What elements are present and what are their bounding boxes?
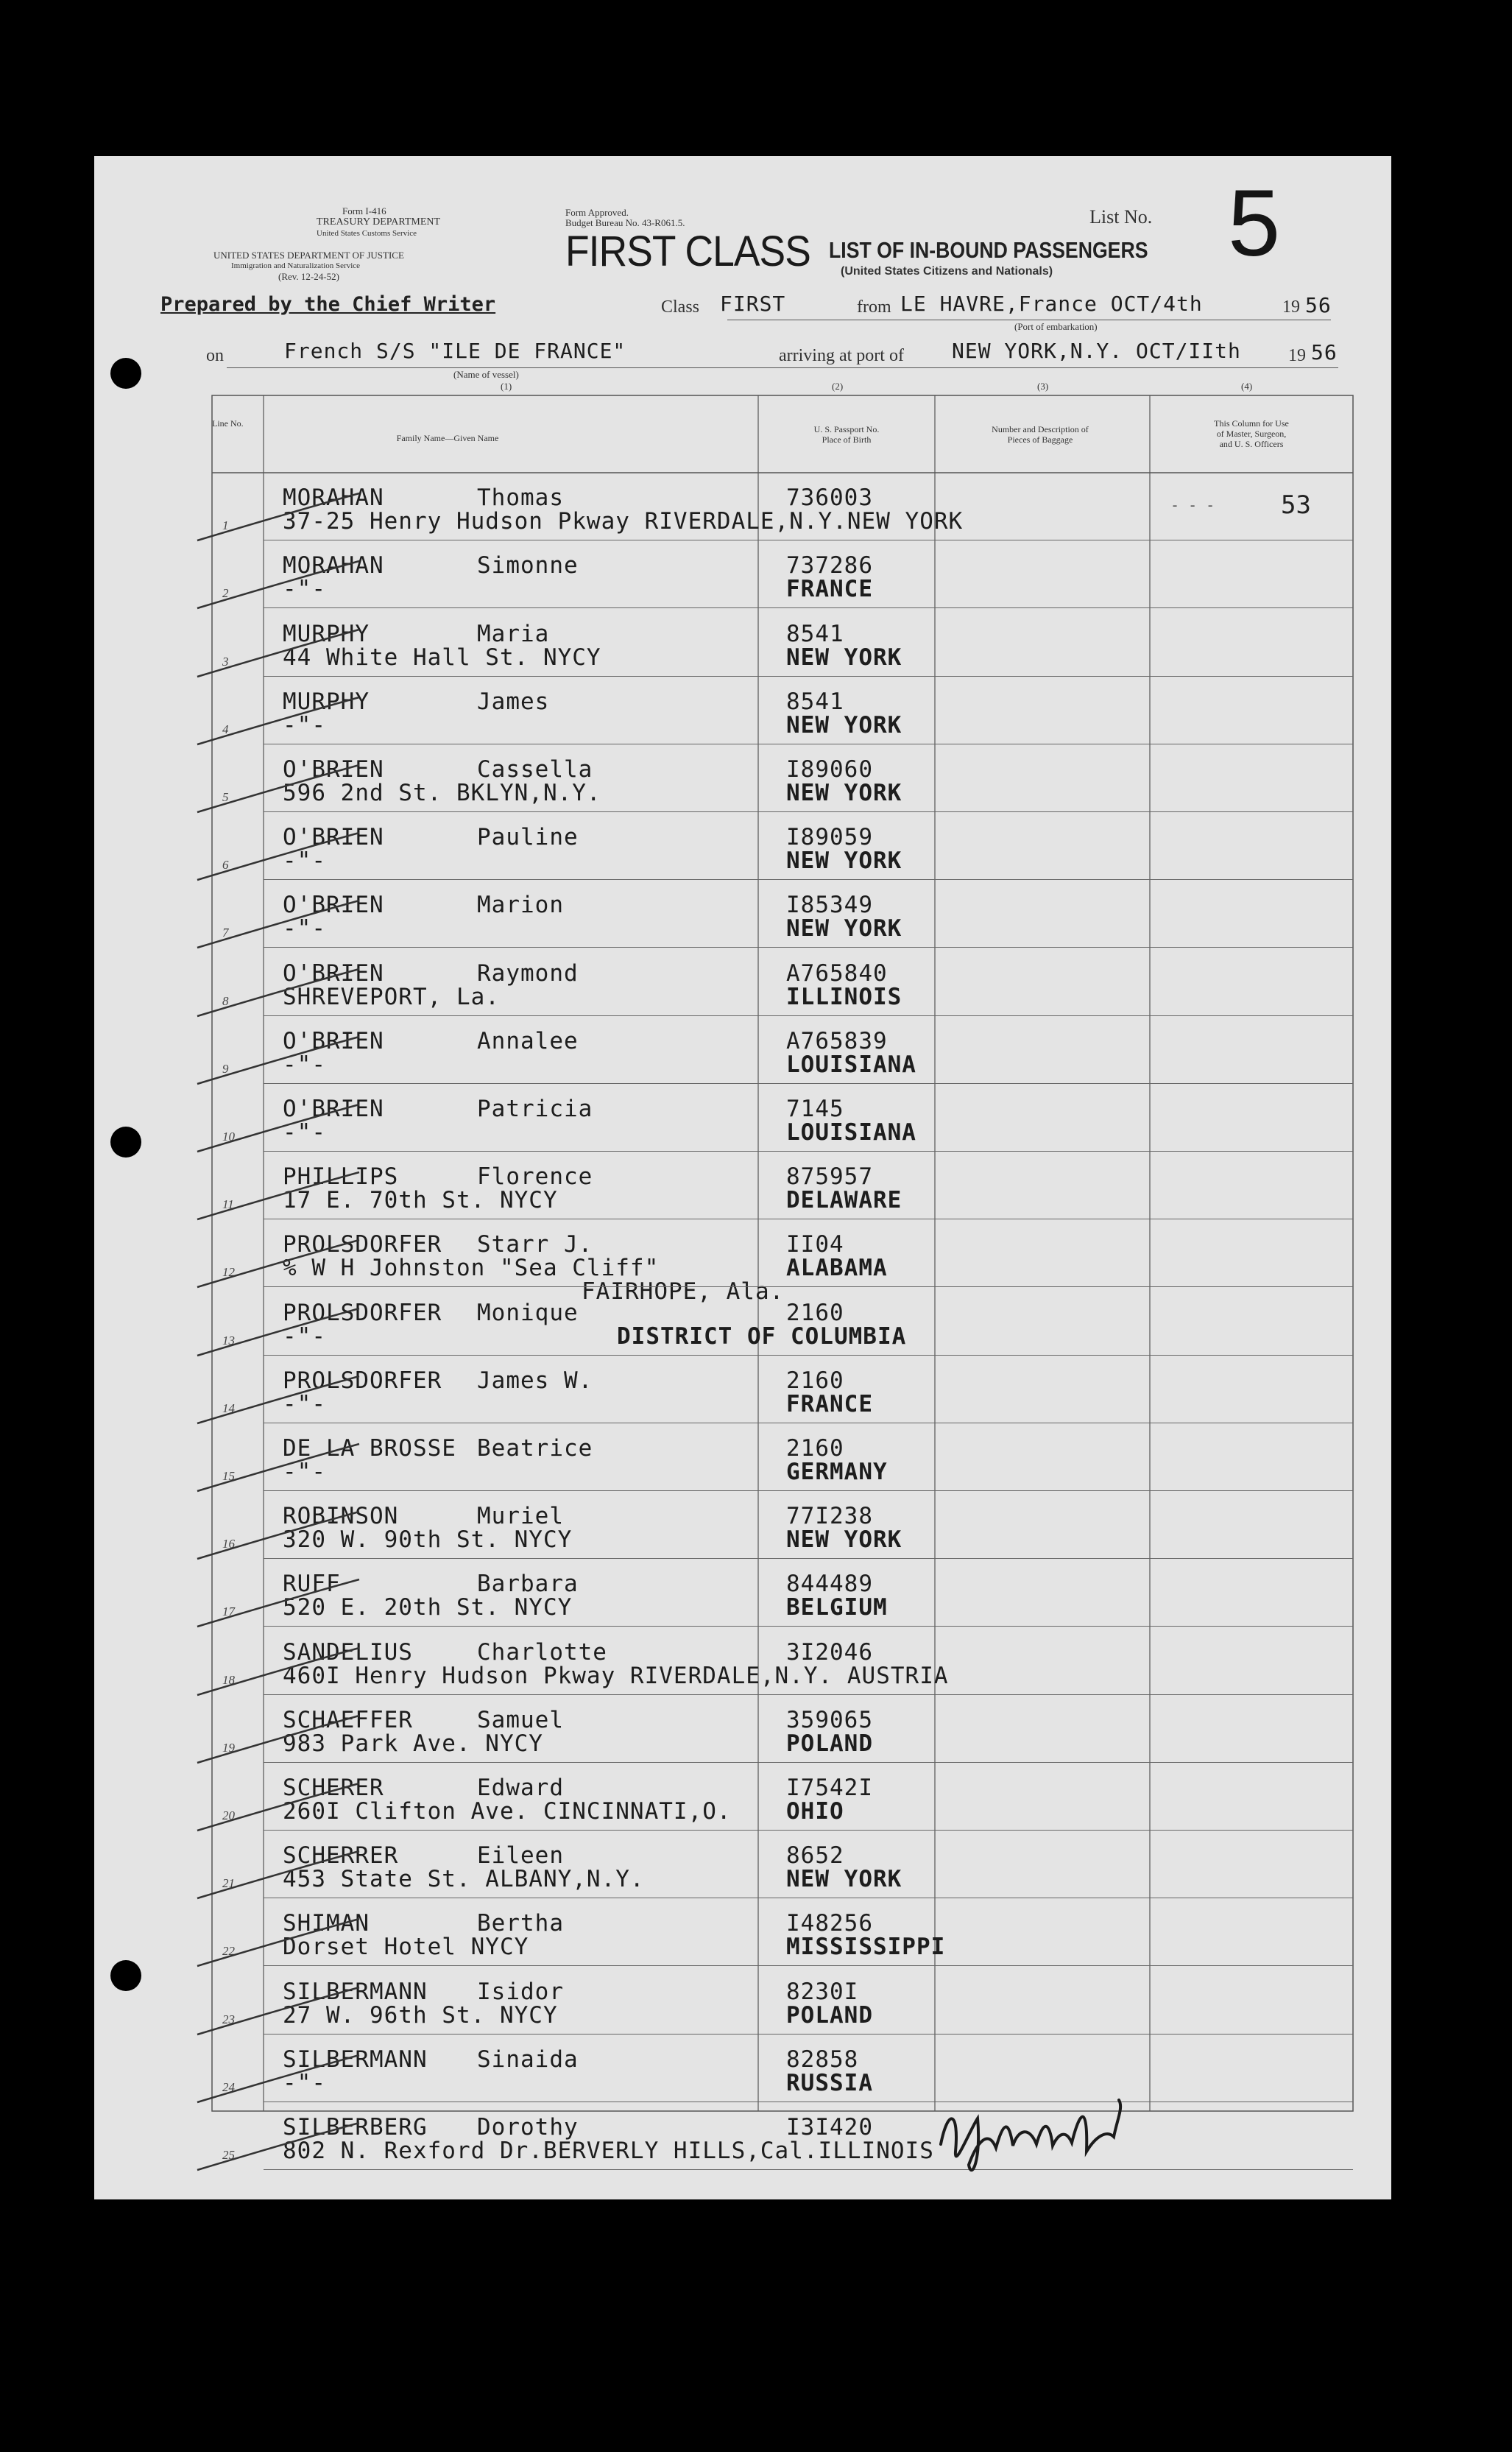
table-row	[94, 1084, 1391, 1152]
address: 460I Henry Hudson Pkway RIVERDALE,N.Y. AUSTRIA	[283, 1662, 949, 1689]
passport-number: II04	[786, 1231, 844, 1258]
family-name: O'BRIEN	[283, 959, 384, 987]
family-name: SANDELIUS	[283, 1638, 413, 1666]
place-of-birth: NEW YORK	[786, 711, 902, 739]
passport-number: 8541	[786, 688, 844, 715]
given-name: Cassella	[477, 755, 593, 783]
family-name: SILBERBERG	[283, 2113, 428, 2141]
place-of-birth: OHIO	[786, 1797, 844, 1825]
address: 17 E. 70th St. NYCY	[283, 1187, 558, 1214]
check-mark-icon	[183, 1440, 374, 1498]
family-name: MURPHY	[283, 620, 370, 647]
table-row	[94, 1287, 1391, 1355]
family-name: ROBINSON	[283, 1503, 399, 1530]
address: 260I Clifton Ave. CINCINNATI,O.	[283, 1797, 732, 1825]
check-mark-icon	[183, 1100, 374, 1159]
table-row	[94, 880, 1391, 948]
year2-suffix: 56	[1311, 340, 1338, 364]
given-name: Charlotte	[477, 1638, 607, 1666]
passport-number: 3I2046	[786, 1638, 873, 1666]
passport-number: I48256	[786, 1910, 873, 1937]
from-label: from	[857, 297, 891, 317]
line-number: 21	[222, 1876, 235, 1891]
address: -"-	[283, 915, 326, 943]
table-row	[94, 677, 1391, 744]
table-row	[94, 1356, 1391, 1423]
table-row	[94, 1559, 1391, 1627]
place-of-birth: BELGIUM	[786, 1594, 888, 1621]
place-of-birth: ALABAMA	[786, 1255, 888, 1282]
table-row	[94, 812, 1391, 880]
vessel-name: French S/S "ILE DE FRANCE"	[284, 339, 626, 363]
given-name: Sinaida	[477, 2046, 579, 2073]
given-name: Isidor	[477, 1978, 564, 2005]
address: % W H Johnston "Sea Cliff"	[283, 1255, 660, 1282]
passport-header-line1: U. S. Passport No.	[813, 424, 880, 434]
punch-hole-middle	[110, 1127, 141, 1158]
customs-service: United States Customs Service	[317, 229, 417, 238]
address-line-2: FAIRHOPE, Ala.	[582, 1278, 785, 1306]
prepared-by: Prepared by the Chief Writer	[160, 293, 496, 316]
place-of-birth: LOUISIANA	[786, 1051, 916, 1078]
table-row	[94, 1219, 1391, 1306]
line-number: 20	[222, 1808, 235, 1822]
place-of-birth: NEW YORK	[786, 1526, 902, 1554]
table-row	[94, 1491, 1391, 1559]
punch-hole-top	[110, 358, 141, 389]
justice-dept: UNITED STATES DEPARTMENT OF JUSTICE	[213, 250, 404, 261]
address: 27 W. 96th St. NYCY	[283, 2001, 558, 2029]
officer-mark: - - -	[1170, 496, 1215, 514]
given-name: Raymond	[477, 959, 579, 987]
family-name: O'BRIEN	[283, 1027, 384, 1054]
check-mark-icon	[183, 1847, 374, 1906]
officer-note: 53	[1281, 490, 1311, 520]
table-row	[94, 744, 1391, 812]
list-title: LIST OF IN-BOUND PASSENGERS	[829, 237, 1148, 263]
place-of-birth: NEW YORK	[786, 644, 902, 671]
officers-header-line1: This Column for Use	[1214, 418, 1289, 429]
family-name: SHIMAN	[283, 1910, 370, 1937]
address: SHREVEPORT, La.	[283, 983, 500, 1010]
passport-number: 2160	[786, 1299, 844, 1326]
family-name: PROLSDORFER	[283, 1231, 442, 1258]
family-name: SILBERMANN	[283, 1978, 428, 2005]
check-mark-icon	[183, 1575, 374, 1634]
address: -"-	[283, 711, 326, 739]
family-name: SCHAEFFER	[283, 1706, 413, 1733]
family-name: MURPHY	[283, 688, 370, 715]
place-of-birth: MISSISSIPPI	[786, 1934, 946, 1961]
passport-number: 8652	[786, 1842, 844, 1870]
place-of-birth: NEW YORK	[786, 779, 902, 806]
given-name: Pauline	[477, 824, 579, 851]
given-name: Samuel	[477, 1706, 564, 1733]
address: 520 E. 20th St. NYCY	[283, 1594, 573, 1621]
passport-number: I89059	[786, 824, 873, 851]
given-name: Eileen	[477, 1842, 564, 1870]
given-name: Barbara	[477, 1571, 579, 1598]
passport-number: 2160	[786, 1434, 844, 1462]
line-number: 23	[222, 2012, 235, 2026]
check-mark-icon	[183, 693, 374, 752]
family-name: O'BRIEN	[283, 892, 384, 919]
place-of-birth: NEW YORK	[786, 848, 902, 875]
line-number: 24	[222, 2079, 235, 2094]
table-row	[94, 1831, 1391, 1898]
check-mark-icon	[183, 1304, 374, 1363]
line-number: 19	[222, 1740, 235, 1755]
first-class-stamp: FIRST CLASS	[565, 228, 810, 275]
family-name: O'BRIEN	[283, 755, 384, 783]
embarkation-port: LE HAVRE,France OCT/4th	[900, 292, 1203, 316]
check-mark-icon	[183, 1168, 374, 1227]
line-number: 9	[222, 1061, 229, 1076]
given-name: Patricia	[477, 1095, 593, 1122]
officers-header-line2: of Master, Surgeon,	[1216, 429, 1287, 439]
place-of-birth: FRANCE	[786, 576, 873, 603]
place-of-birth: LOUISIANA	[786, 1118, 916, 1146]
table-row	[94, 1966, 1391, 2034]
table-row	[94, 1898, 1391, 1966]
col-num-4: (4)	[1241, 381, 1253, 392]
table-row	[94, 948, 1391, 1015]
table-row	[94, 1423, 1391, 1491]
passport-number: 2160	[786, 1367, 844, 1394]
place-of-birth: FRANCE	[786, 1390, 873, 1417]
address: 44 White Hall St. NYCY	[283, 644, 601, 671]
address: Dorset Hotel NYCY	[283, 1934, 529, 1961]
passport-number: 359065	[786, 1706, 873, 1733]
address: -"-	[283, 1051, 326, 1078]
family-name: PHILLIPS	[283, 1163, 399, 1191]
passport-number: 77I238	[786, 1503, 873, 1530]
family-name: SILBERMANN	[283, 2046, 428, 2073]
check-mark-icon	[183, 1779, 374, 1838]
check-mark-icon	[183, 1914, 374, 1973]
place-of-birth: RUSSIA	[786, 2069, 873, 2096]
line-number: 1	[222, 518, 229, 533]
given-name: Muriel	[477, 1503, 564, 1530]
list-number-label: List No.	[1089, 206, 1153, 228]
check-mark-icon	[183, 1711, 374, 1770]
place-of-birth: GERMANY	[786, 1458, 888, 1485]
address: -"-	[283, 1390, 326, 1417]
check-mark-icon	[183, 1032, 374, 1091]
check-mark-icon	[183, 2118, 374, 2177]
line-number: 10	[222, 1129, 235, 1144]
passport-header-line2: Place of Birth	[822, 434, 872, 445]
passport-number: A765839	[786, 1027, 888, 1054]
check-mark-icon	[183, 1372, 374, 1431]
list-number: 5	[1228, 171, 1281, 276]
check-mark-icon	[183, 761, 374, 820]
given-name: Bertha	[477, 1910, 564, 1937]
line-number: 18	[222, 1672, 235, 1687]
form-number: Form I-416	[342, 205, 386, 216]
table-row	[94, 540, 1391, 608]
line-number: 12	[222, 1265, 235, 1280]
passport-number: I85349	[786, 892, 873, 919]
family-name: MORAHAN	[283, 485, 384, 512]
baggage-header-line1: Number and Description of	[992, 424, 1089, 434]
passport-number: 737286	[786, 552, 873, 579]
check-mark-icon	[183, 557, 374, 616]
place-of-birth: DISTRICT OF COLUMBIA	[617, 1322, 907, 1350]
table-row	[94, 1763, 1391, 1831]
check-mark-icon	[183, 896, 374, 955]
passport-number: A765840	[786, 959, 888, 987]
given-name: Marion	[477, 892, 564, 919]
ins-label: Immigration and Naturalization Service	[231, 261, 361, 270]
family-name: MORAHAN	[283, 552, 384, 579]
passport-number: 875957	[786, 1163, 873, 1191]
place-of-birth: POLAND	[786, 2001, 873, 2029]
given-name: James W.	[477, 1367, 593, 1394]
check-mark-icon	[183, 965, 374, 1024]
given-name: Dorothy	[477, 2113, 579, 2141]
line-number: 11	[222, 1197, 234, 1212]
treasury-dept: TREASURY DEPARTMENT	[317, 216, 441, 228]
table-row	[94, 2102, 1391, 2170]
passport-number: 8541	[786, 620, 844, 647]
table-row	[94, 608, 1391, 676]
given-name: Starr J.	[477, 1231, 593, 1258]
family-name: PROLSDORFER	[283, 1367, 442, 1394]
baggage-header-line2: Pieces of Baggage	[1007, 434, 1073, 445]
passport-number: I89060	[786, 755, 873, 783]
table-row	[94, 2034, 1391, 2102]
line-number: 7	[222, 926, 229, 940]
line-number: 13	[222, 1333, 235, 1347]
officers-header-line3: and U. S. Officers	[1219, 439, 1284, 449]
address: 320 W. 90th St. NYCY	[283, 1526, 573, 1554]
line-number: 5	[222, 789, 229, 804]
year-suffix: 56	[1305, 293, 1332, 317]
family-name: DE LA BROSSE	[283, 1434, 456, 1462]
passport-number: I3I420	[786, 2113, 873, 2141]
class-label: Class	[661, 297, 700, 317]
place-of-birth: ILLINOIS	[786, 983, 902, 1010]
col-num-2: (2)	[832, 381, 844, 392]
line-number: 15	[222, 1468, 235, 1483]
col-num-1: (1)	[501, 381, 512, 392]
passport-number: 7145	[786, 1095, 844, 1122]
form-approved: Form Approved.	[565, 207, 629, 218]
line-number: 6	[222, 858, 229, 873]
address: -"-	[283, 576, 326, 603]
passport-number: 82858	[786, 2046, 859, 2073]
manifest-page	[94, 156, 1391, 2199]
address: 802 N. Rexford Dr.BERVERLY HILLS,Cal.ILLINOIS	[283, 2137, 934, 2164]
check-mark-icon	[183, 828, 374, 887]
check-mark-icon	[183, 2051, 374, 2110]
officer-signature	[926, 2078, 1140, 2188]
line-number: 16	[222, 1537, 235, 1551]
vessel-caption: (Name of vessel)	[453, 369, 519, 380]
passport-number: 844489	[786, 1571, 873, 1598]
table-row	[94, 1627, 1391, 1694]
family-name: SCHERRER	[283, 1842, 399, 1870]
check-mark-icon	[183, 1644, 374, 1702]
arrival-port: NEW YORK,N.Y. OCT/IIth	[952, 339, 1241, 363]
check-mark-icon	[183, 1983, 374, 2042]
given-name: Maria	[477, 620, 550, 647]
list-subtitle: (United States Citizens and Nationals)	[841, 265, 1053, 278]
line-number: 17	[222, 1604, 235, 1619]
address: 453 State St. ALBANY,N.Y.	[283, 1866, 645, 1893]
line-no-header-text: Line No.	[212, 418, 244, 429]
given-name: Simonne	[477, 552, 579, 579]
budget-bureau: Budget Bureau No. 43-R061.5.	[565, 217, 685, 228]
passport-number: 736003	[786, 485, 873, 512]
arriving-label: arriving at port of	[779, 346, 904, 365]
address: 983 Park Ave. NYCY	[283, 1730, 543, 1757]
revision: (Rev. 12-24-52)	[278, 271, 339, 282]
class-value: FIRST	[720, 292, 786, 316]
year-prefix: 19	[1282, 297, 1300, 317]
given-name: Florence	[477, 1163, 593, 1191]
table-row	[94, 1016, 1391, 1084]
family-name: O'BRIEN	[283, 824, 384, 851]
address: 37-25 Henry Hudson Pkway RIVERDALE,N.Y.NEW YORK	[283, 508, 964, 535]
col-num-3: (3)	[1037, 381, 1049, 392]
line-number: 14	[222, 1401, 235, 1415]
place-of-birth: DELAWARE	[786, 1187, 902, 1214]
row-rule	[264, 2169, 1353, 2170]
table-row	[94, 1695, 1391, 1763]
family-name: SCHERER	[283, 1774, 384, 1801]
on-label: on	[206, 346, 224, 365]
address: -"-	[283, 1118, 326, 1146]
name-header-text: Family Name—Given Name	[396, 433, 499, 443]
place-of-birth: POLAND	[786, 1730, 873, 1757]
given-name: James	[477, 688, 550, 715]
check-mark-icon	[183, 489, 374, 548]
given-name: Monique	[477, 1299, 579, 1326]
family-name: O'BRIEN	[283, 1095, 384, 1122]
address: -"-	[283, 1458, 326, 1485]
place-of-birth: NEW YORK	[786, 915, 902, 943]
address: 596 2nd St. BKLYN,N.Y.	[283, 779, 601, 806]
punch-hole-bottom	[110, 1960, 141, 1991]
passport-number: I7542I	[786, 1774, 873, 1801]
year2-prefix: 19	[1288, 346, 1306, 365]
line-number: 25	[222, 2147, 235, 2162]
given-name: Thomas	[477, 485, 564, 512]
line-number: 4	[222, 722, 229, 736]
given-name: Edward	[477, 1774, 564, 1801]
given-name: Annalee	[477, 1027, 579, 1054]
line-number: 22	[222, 1944, 235, 1959]
port-caption: (Port of embarkation)	[1014, 321, 1098, 332]
given-name: Beatrice	[477, 1434, 593, 1462]
place-of-birth: NEW YORK	[786, 1866, 902, 1893]
table-row	[94, 1152, 1391, 1219]
check-mark-icon	[183, 1236, 374, 1294]
line-number: 8	[222, 993, 229, 1008]
line-number: 2	[222, 586, 229, 601]
address: -"-	[283, 1322, 326, 1350]
address: -"-	[283, 848, 326, 875]
passport-number: 8230I	[786, 1978, 859, 2005]
check-mark-icon	[183, 625, 374, 684]
line-number: 3	[222, 654, 229, 669]
family-name: RUFF	[283, 1571, 341, 1598]
family-name: PROLSDORFER	[283, 1299, 442, 1326]
address: -"-	[283, 2069, 326, 2096]
check-mark-icon	[183, 1507, 374, 1566]
